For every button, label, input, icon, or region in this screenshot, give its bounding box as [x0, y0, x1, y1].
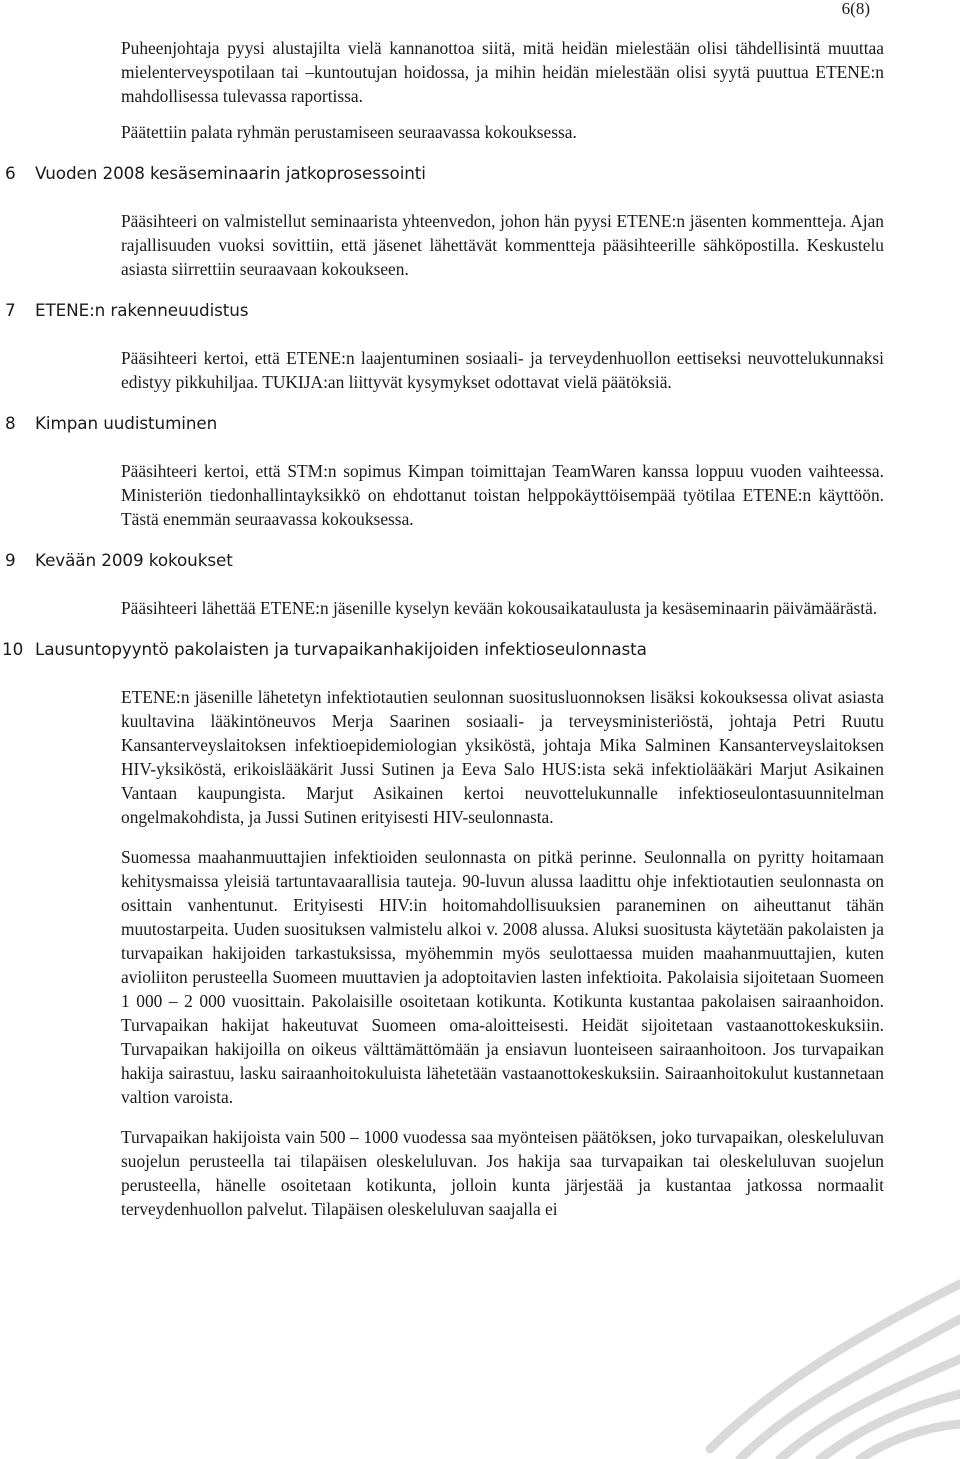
section-heading-7: [0, 299, 960, 321]
section-number: 7: [5, 300, 16, 320]
section-number: 8: [5, 413, 16, 433]
section-heading-9: [0, 549, 960, 571]
section-title: ETENE:n rakenneuudistus: [35, 300, 249, 320]
page-number: 6(8): [841, 0, 870, 18]
intro-paragraph-2: Päätettiin palata ryhmän perustamiseen seuraavassa kokouksessa.: [121, 122, 577, 142]
section-title: Kevään 2009 kokoukset: [35, 550, 233, 570]
section-heading-10: [0, 638, 960, 660]
section-number: 9: [5, 550, 16, 570]
document-body: [0, 36, 960, 1221]
section-heading-6: [0, 162, 960, 184]
section-10-paragraph-2: Suomessa maahanmuuttajien infektioiden seulonnasta on pitkä perinne. Seulonnalla on pyritty hoitamaan kehitysmaissa yleisiä tartuntavaarallisia tauteja. 90-luvun alussa laadittu ohje infektiotautien seulonnasta on osittain vanhentunut. Erityisesti HIV:in hoitomahdollisuuksien paraneminen on aiheuttanut tähän muutostarpeita. Uuden suosituksen valmistelu alkoi v. 2008 alussa. Aluksi suositusta käytetään pakolaisten ja turvapaikan hakijoiden tarkastuksissa, myöhemmin myös seulottaessa muiden maahanmuuttajien, kuten avioliiton perusteella Suomeen muuttavien ja adoptoitavien lasten infektioita. Pakolaisia sijoitetaan Suomeen 1 000 – 2 000 vuosittain. Pakolaisille osoitetaan kotikunta. Kotikunta kustantaa pakolaisen sairaanhoidon. Turvapaikan hakijat hakeutuvat Suomeen oma-aloitteisesti. Heidät sijoitetaan vastaanottokeskuksiin. Turvapaikan hakijoilla on oikeus välttämättömään ja ensiavun luonteiseen sairaanhoitoon. Jos turvapaikan hakija sairastuu, lasku sairaanhoitokuluista lähetetään vastaanottokeskuksiin. Sairaanhoitokulut kustannetaan valtion varoista.: [121, 847, 884, 1107]
section-7-paragraph-1: Pääsihteeri kertoi, että ETENE:n laajentuminen sosiaali- ja terveydenhuollon eettiseksi neuvottelukunnaksi edistyy pikkuhiljaa. TUKIJA:an liittyvät kysymykset odottavat vielä päätöksiä.: [121, 348, 884, 392]
section-title: Kimpan uudistuminen: [35, 413, 218, 433]
section-8-paragraph-1: Pääsihteeri kertoi, että STM:n sopimus Kimpan toimittajan TeamWaren kanssa loppuu vuoden vaihteessa. Ministeriön tiedonhallintayksikkö on ehdottanut toistan helppokäyttöisempää työtilaa ETENE:n käyttöön. Tästä enemmän seuraavassa kokouksessa.: [121, 461, 884, 529]
decorative-wave-pattern: [700, 1259, 960, 1459]
section-10-paragraph-3: Turvapaikan hakijoista vain 500 – 1000 vuodessa saa myönteisen päätöksen, joko turvapaikan, oleskeluluvan suojelun perusteella tai tilapäisen oleskeluluvan. Jos hakija saa turvapaikan tai oleskeluluvan suojelun perusteella, hänelle osoitetaan kotikunta, jolloin kunta järjestää ja kustantaa jatkossa normaalit terveydenhuollon palvelut. Tilapäisen oleskeluluvan saajalla ei: [121, 1127, 884, 1219]
section-title: Vuoden 2008 kesäseminaarin jatkoprosessointi: [35, 163, 426, 183]
section-title: Lausuntopyyntö pakolaisten ja turvapaikanhakijoiden infektioseulonnasta: [35, 639, 647, 659]
section-number: 6: [5, 163, 16, 183]
intro-paragraph-1: Puheenjohtaja pyysi alustajilta vielä kannanottoa siitä, mitä heidän mielestään olisi tähdellisintä muuttaa mielenterveyspotilaan tai –kuntoutujan hoidossa, ja mihin heidän mielestään olisi syytä puuttua ETENE:n mahdollisessa tulevassa raportissa.: [121, 38, 884, 106]
section-heading-8: [0, 412, 960, 434]
section-number: 10: [2, 639, 24, 659]
section-6-paragraph-1: Pääsihteeri on valmistellut seminaarista yhteenvedon, johon hän pyysi ETENE:n jäsenten kommentteja. Ajan rajallisuuden vuoksi sovittiin, että jäsenet lähettävät kommentteja pääsihteerille sähköpostilla. Keskustelu asiasta siirrettiin seuraavaan kokoukseen.: [121, 211, 884, 279]
section-10-paragraph-1: ETENE:n jäsenille lähetetyn infektiotautien seulonnan suositusluonnoksen lisäksi kokouksessa olivat asiasta kuultavina lääkintöneuvos Merja Saarinen sosiaali- ja terveysministeriöstä, johtaja Petri Ruutu Kansanterveyslaitoksen infektioepidemiologian yksiköstä, johtaja Mika Salminen Kansanterveyslaitoksen HIV-yksiköstä, erikoislääkärit Jussi Sutinen ja Eeva Salo HUS:ista sekä infektiolääkäri Marjut Asikainen Vantaan kaupungista. Marjut Asikainen kertoi neuvottelukunnalle infektioseulontasuunnitelman ongelmakohdista, ja Jussi Sutinen erityisesti HIV-seulonnasta.: [121, 687, 884, 827]
section-9-paragraph-1: Pääsihteeri lähettää ETENE:n jäsenille kyselyn kevään kokousaikataulusta ja kesäseminaarin päivämäärästä.: [121, 598, 878, 618]
